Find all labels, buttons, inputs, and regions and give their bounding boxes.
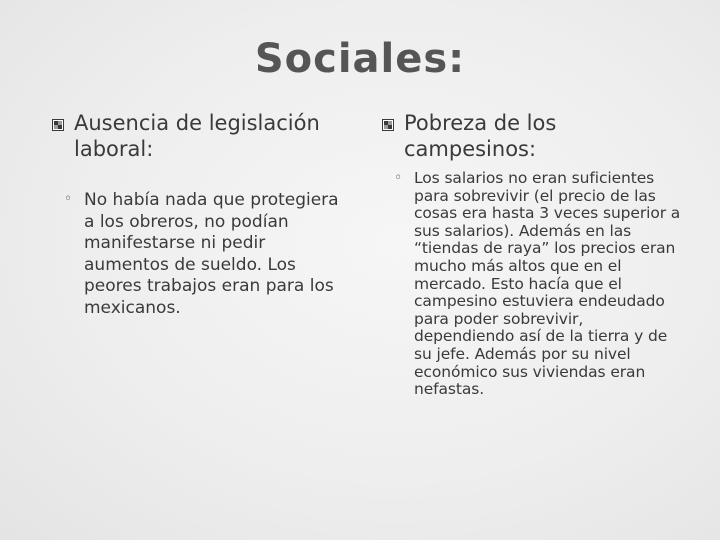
left-bullet [52,110,352,162]
circle-bullet-icon: ◦ [64,191,73,207]
right-sub-bullet [394,170,682,399]
slide-title [0,36,720,82]
left-sub-text: No había nada que protegiera a los obreros, no podían manifestarse ni pedir aumentos de sueldo. Los peores trabajos eran para los mexicanos. [84,190,339,318]
square-bullet-icon [382,119,394,131]
circle-bullet-icon: ◦ [394,170,403,186]
right-bullet [382,110,682,162]
slide-title-text: Sociales: [254,36,466,82]
square-bullet-icon [52,119,64,131]
left-sub-bullet [64,190,352,319]
left-column [52,110,352,319]
right-column [382,110,682,399]
right-bullet-text: Pobreza de los campesinos: [404,111,557,161]
right-sub-text: Los salarios no eran suficientes para sobrevivir (el precio de las cosas era hasta 3 veces superior a sus salarios). Además en las “tiendas de raya” los precios eran mucho más altos que en el mercado. Esto hacía que el campesino estuviera endeudado para poder sobrevivir, dependiendo así de la tierra y de su jefe. Además por su nivel económico sus viviendas eran nefastas. [414,169,681,399]
left-bullet-text: Ausencia de legislación laboral: [74,111,320,161]
